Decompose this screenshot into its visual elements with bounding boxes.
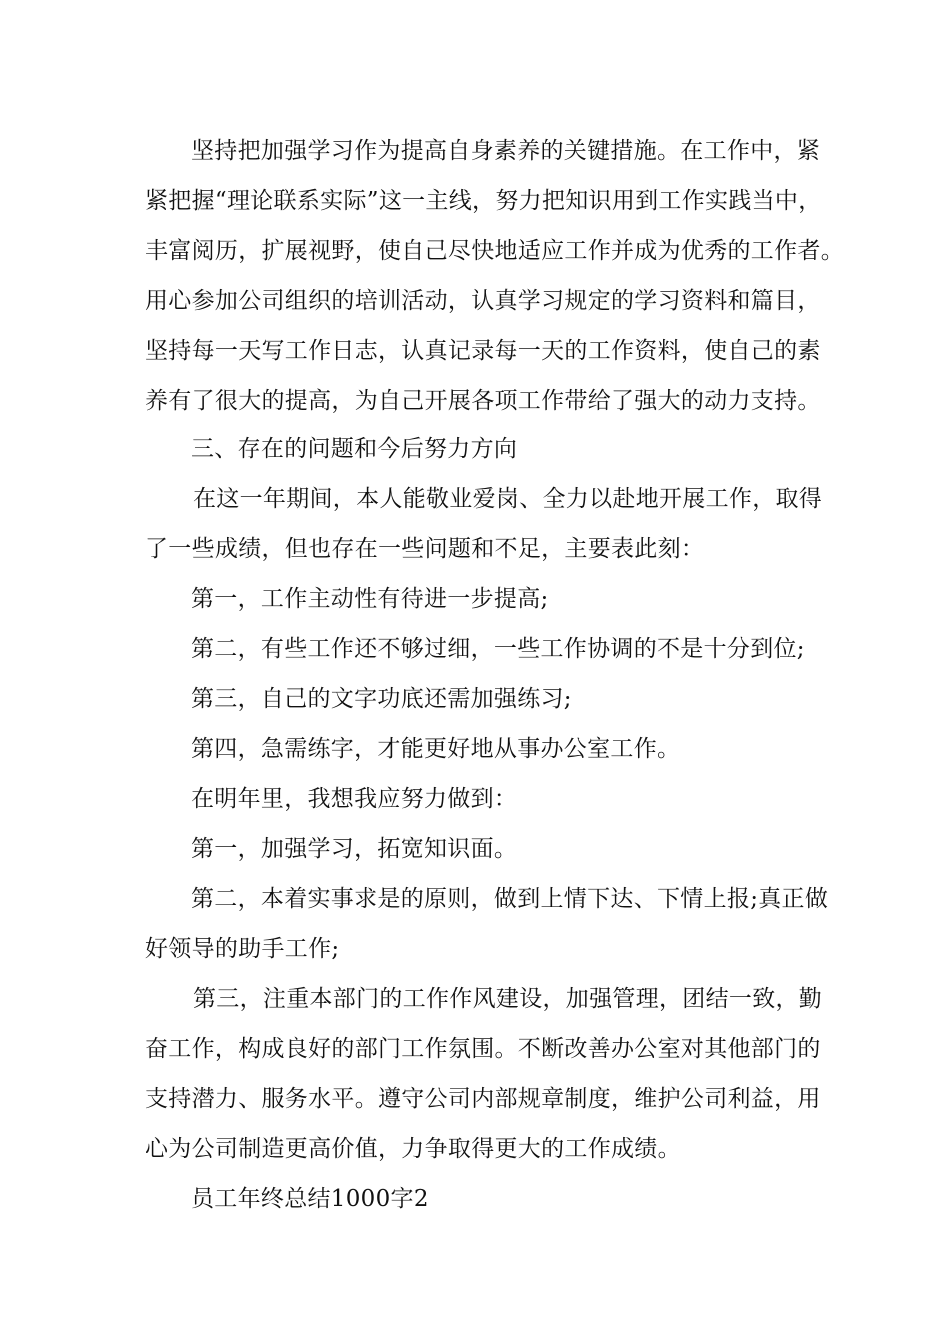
paragraph-study: [145, 126, 844, 426]
text-line: 第四，急需练字，才能更好地从事办公室工作。: [191, 736, 681, 762]
text-line: 养有了很大的提高，为自己开展各项工作带给了强大的动力支持。: [145, 388, 821, 414]
text-line: 第一，工作主动性有待进一步提高;: [191, 586, 549, 612]
text-line: 丰富阅历，扩展视野，使自己尽快地适应工作并成为优秀的工作者。: [145, 238, 844, 264]
list-item-problem-3: [145, 674, 825, 724]
list-item-problem-2: [145, 624, 825, 674]
text-line: 紧把握“理论联系实际”这一主线，努力把知识用到工作实践当中，: [145, 188, 822, 214]
text-line: 用心参加公司组织的培训活动，认真学习规定的学习资料和篇目，: [145, 288, 821, 314]
text-line: 奋工作，构成良好的部门工作氛围。不断改善办公室对其他部门的: [145, 1036, 821, 1062]
list-item-goal-2: [145, 874, 829, 974]
text-line: 第三，自己的文字功底还需加强练习;: [191, 686, 572, 712]
paragraph-next-year: [145, 774, 825, 824]
text-line: 坚持每一天写工作日志，认真记录每一天的工作资料，使自己的素: [145, 338, 821, 364]
text-line: 在这一年期间，本人能敬业爱岗、全力以赴地开展工作，取得: [193, 486, 823, 512]
list-item-goal-3: [145, 974, 825, 1174]
text-line: 坚持把加强学习作为提高自身素养的关键措施。在工作中，紧: [191, 138, 821, 164]
text-line: 第三，注重本部门的工作作风建设，加强管理，团结一致，勤: [193, 986, 823, 1012]
section-heading: [145, 424, 825, 474]
text-line: 了一些成绩，但也存在一些问题和不足，主要表此刻：: [145, 536, 705, 562]
list-item-goal-1: [145, 824, 825, 874]
list-item-problem-4: [145, 724, 825, 774]
text-line: 心为公司制造更高价值，力争取得更大的工作成绩。: [145, 1136, 681, 1162]
text-line: 好领导的助手工作;: [145, 936, 340, 962]
heading-text: 三、存在的问题和今后努力方向: [191, 436, 518, 462]
text-line: 在明年里，我想我应努力做到：: [191, 786, 518, 812]
text-line: 支持潜力、服务水平。遵守公司内部规章制度，维护公司利益，用: [145, 1086, 821, 1112]
paragraph-summary: [145, 474, 825, 574]
text-line: 第二，本着实事求是的原则，做到上情下达、下情上报;真正做: [191, 886, 829, 912]
next-section-title: [145, 1174, 825, 1224]
text-line: 第一，加强学习，拓宽知识面。: [191, 836, 518, 862]
text-line: 第二，有些工作还不够过细，一些工作协调的不是十分到位;: [191, 636, 805, 662]
text-line: 员工年终总结1000字2: [191, 1186, 429, 1212]
list-item-problem-1: [145, 574, 825, 624]
